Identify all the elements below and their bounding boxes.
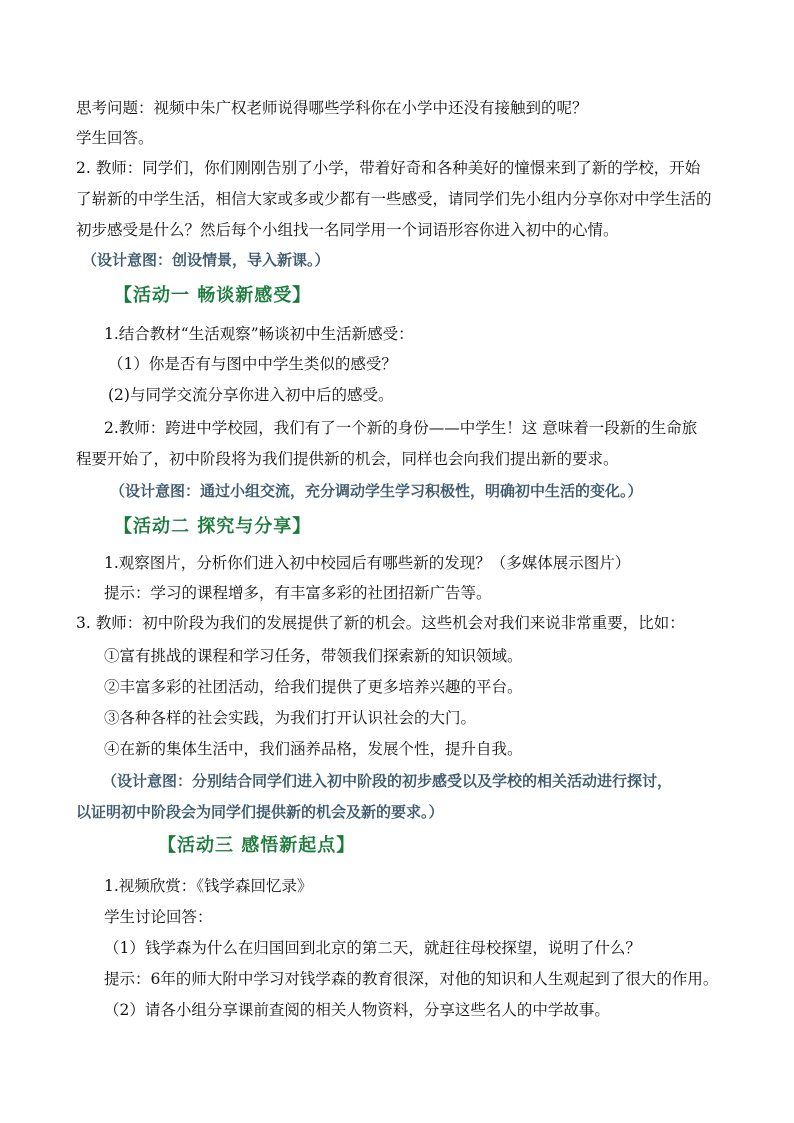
design-intent-note-1: （设计意图：创设情景，导入新课。） bbox=[82, 251, 330, 269]
text-line-activity2-hint: 提示：学习的课程增多，有丰富多彩的社团招新广告等。 bbox=[104, 584, 492, 602]
text-line-activity3-hint: 提示：6年的师大附中学习对钱学森的教育很深，对他的知识和人生观起到了很大的作用。 bbox=[104, 970, 719, 988]
text-line-opportunity-4: ④在新的集体生活中，我们涵养品格，发展个性，提升自我。 bbox=[104, 740, 523, 758]
text-line-teacher-2a: 2. 教师：同学们，你们刚刚告别了小学，带着好奇和各种美好的憧憬来到了新的学校，开始 bbox=[76, 159, 701, 177]
text-line-student-answer: 学生回答。 bbox=[76, 129, 154, 147]
text-line-opportunity-2: ②丰富多彩的社团活动，给我们提供了更多培养兴趣的平台。 bbox=[104, 678, 523, 696]
text-line-activity1-item2a: 2.教师：跨进中学校园，我们有了一个新的身份——中学生！这 意味着一段新的生命旅 bbox=[104, 419, 698, 437]
section-heading-activity-2: 【活动二 探究与分享】 bbox=[114, 516, 312, 537]
text-line-activity2-item1: 1.观察图片，分析你们进入初中校园后有哪些新的发现？（多媒体展示图片） bbox=[104, 554, 631, 572]
section-heading-activity-1: 【活动一 畅谈新感受】 bbox=[114, 285, 312, 306]
text-line-opportunity-3: ③各种各样的社会实践，为我们打开认识社会的大门。 bbox=[104, 709, 477, 727]
text-line-activity1-sub2: (2)与同学交流分享你进入初中后的感受。 bbox=[108, 386, 394, 404]
text-line-question: 思考问题：视频中朱广权老师说得哪些学科你在小学中还没有接触到的呢？ bbox=[76, 99, 588, 117]
text-line-opportunity-1: ①富有挑战的课程和学习任务，带领我们探索新的知识领域。 bbox=[104, 647, 523, 665]
text-line-activity3-item1: 1.视频欣赏：《钱学森回忆录》 bbox=[104, 877, 313, 895]
text-line-activity3-q1: （1）钱学森为什么在归国回到北京的第二天，就赶往母校探望，说明了什么？ bbox=[104, 939, 641, 957]
text-line-activity3-q2: （2）请各小组分享课前查阅的相关人物资料，分享这些名人的中学故事。 bbox=[104, 1001, 610, 1019]
design-intent-note-3b: 以证明初中阶段会为同学们提供新的机会及新的要求。） bbox=[76, 803, 444, 821]
text-line-activity3-discussion: 学生讨论回答： bbox=[104, 908, 213, 926]
text-line-activity2-item3: 3. 教师：初中阶段为我们的发展提供了新的机会。这些机会对我们来说非常重要，比如： bbox=[76, 614, 685, 632]
section-heading-activity-3: 【活动三 感悟新起点】 bbox=[158, 835, 356, 856]
design-intent-note-3a: （设计意图：分别结合同学们进入初中阶段的初步感受以及学校的相关活动进行探讨， bbox=[102, 772, 673, 790]
text-line-teacher-2c: 初步感受是什么？然后每个小组找一名同学用一个词语形容你进入初中的心情。 bbox=[76, 221, 619, 239]
text-line-activity1-sub1: （1）你是否有与图中中学生类似的感受？ bbox=[108, 355, 397, 373]
text-line-activity1-item1: 1.结合教材“生活观察”畅谈初中生活新感受： bbox=[104, 325, 414, 343]
design-intent-note-2: （设计意图：通过小组交流，充分调动学生学习积极性，明确初中生活的变化。） bbox=[110, 482, 643, 500]
text-line-activity1-item2b: 程要开始了，初中阶段将为我们提供新的机会，同样也会向我们提出新的要求。 bbox=[76, 450, 619, 468]
text-line-teacher-2b: 了崭新的中学生活，相信大家或多或少都有一些感受，请同学们先小组内分享你对中学生活的 bbox=[76, 190, 712, 208]
